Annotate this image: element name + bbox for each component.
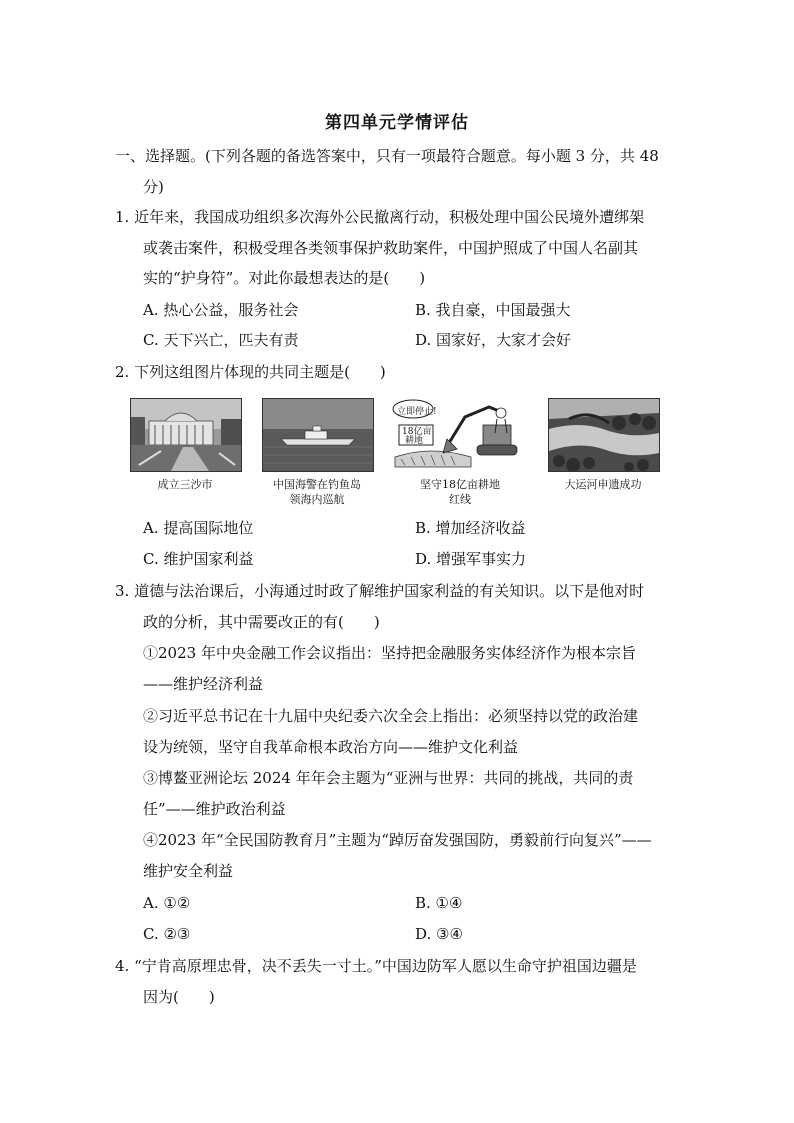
caption-line: 领海内巡航 <box>289 493 345 506</box>
caption-grand-canal <box>543 477 663 492</box>
q2-stem: 2. 下列这组图片体现的共同主题是( ) <box>115 363 386 381</box>
q3-item4-line2: 维护安全利益 <box>143 862 234 880</box>
q3-item2-line2: 设为统领，坚守自我革命根本政治方向——维护文化利益 <box>143 738 519 756</box>
photo-sansha <box>130 398 242 472</box>
q1-option-a: A. 热心公益，服务社会 <box>143 301 299 319</box>
q2-option-b: B. 增加经济收益 <box>415 519 526 537</box>
q1-option-d: D. 国家好，大家才会好 <box>415 331 572 349</box>
q4-stem-line2: 因为( ) <box>143 988 215 1006</box>
q3-item1-line1: ①2023 年中央金融工作会议指出：坚持把金融服务实体经济作为根本宗旨 <box>143 644 636 662</box>
q1-option-b: B. 我自豪，中国最强大 <box>415 301 571 319</box>
caption-sansha <box>130 477 240 492</box>
cartoon-sign-line1: 18亿亩 <box>402 427 432 437</box>
caption-line: 红线 <box>449 493 471 506</box>
q3-option-b: B. ①④ <box>415 894 463 912</box>
q3-option-a: A. ①② <box>143 894 191 912</box>
q1-stem-line3: 实的“护身符”。对此你最想表达的是( ) <box>143 269 426 287</box>
q3-stem-line1: 3. 道德与法治课后，小海通过时政了解维护国家利益的有关知识。以下是他对时 <box>115 582 645 600</box>
caption-coast-guard <box>255 477 379 507</box>
section-heading-cont: 分) <box>143 178 164 196</box>
q2-option-d: D. 增强军事实力 <box>415 550 527 568</box>
cartoon-sign-line2: 耕地 <box>405 436 424 446</box>
q1-stem-line2: 或袭击案件，积极受理各类领事保护救助案件，中国护照成了中国人名副其 <box>143 239 639 257</box>
page-title: 第四单元学情评估 <box>325 113 469 133</box>
q4-stem-line1: 4. “宁肯高原埋忠骨，决不丢失一寸土。”中国边防军人愿以生命守护祖国边疆是 <box>115 957 637 975</box>
photo-farmland-cartoon <box>390 398 532 472</box>
caption-line: 大运河申遗成功 <box>564 478 642 491</box>
photo-coast-guard <box>262 398 374 472</box>
caption-line: 成立三沙市 <box>157 478 213 491</box>
q3-item4-line1: ④2023 年“全民国防教育月”主题为“踔厉奋发强国防，勇毅前行向复兴”—— <box>143 831 652 849</box>
q3-item3-line1: ③博鳌亚洲论坛 2024 年年会主题为“亚洲与世界：共同的挑战，共同的责 <box>143 769 634 787</box>
section-heading: 一、选择题。(下列各题的备选答案中，只有一项最符合题意。每小题 3 分，共 48 <box>115 147 659 165</box>
caption-farmland <box>400 477 520 507</box>
q3-item3-line2: 任”——维护政治利益 <box>143 800 286 818</box>
caption-line: 中国海警在钓鱼岛 <box>273 478 361 491</box>
q3-item1-line2: ——维护经济利益 <box>143 675 264 693</box>
caption-line: 坚守18亿亩耕地 <box>420 478 500 491</box>
q3-option-c: C. ②③ <box>143 925 191 943</box>
q3-stem-line2: 政的分析，其中需要改正的有( ) <box>143 613 380 631</box>
cartoon-speech-bubble: 立即停止! <box>397 407 437 417</box>
q3-item2-line1: ②习近平总书记在十九届中央纪委六次全会上指出：必须坚持以党的政治建 <box>143 707 639 725</box>
q1-stem-line1: 1. 近年来，我国成功组织多次海外公民撤离行动，积极处理中国公民境外遭绑架 <box>115 208 645 226</box>
q3-option-d: D. ③④ <box>415 925 463 943</box>
q1-option-c: C. 天下兴亡，匹夫有责 <box>143 331 299 349</box>
photo-grand-canal <box>548 398 660 472</box>
q2-option-a: A. 提高国际地位 <box>143 519 254 537</box>
q2-option-c: C. 维护国家利益 <box>143 550 254 568</box>
